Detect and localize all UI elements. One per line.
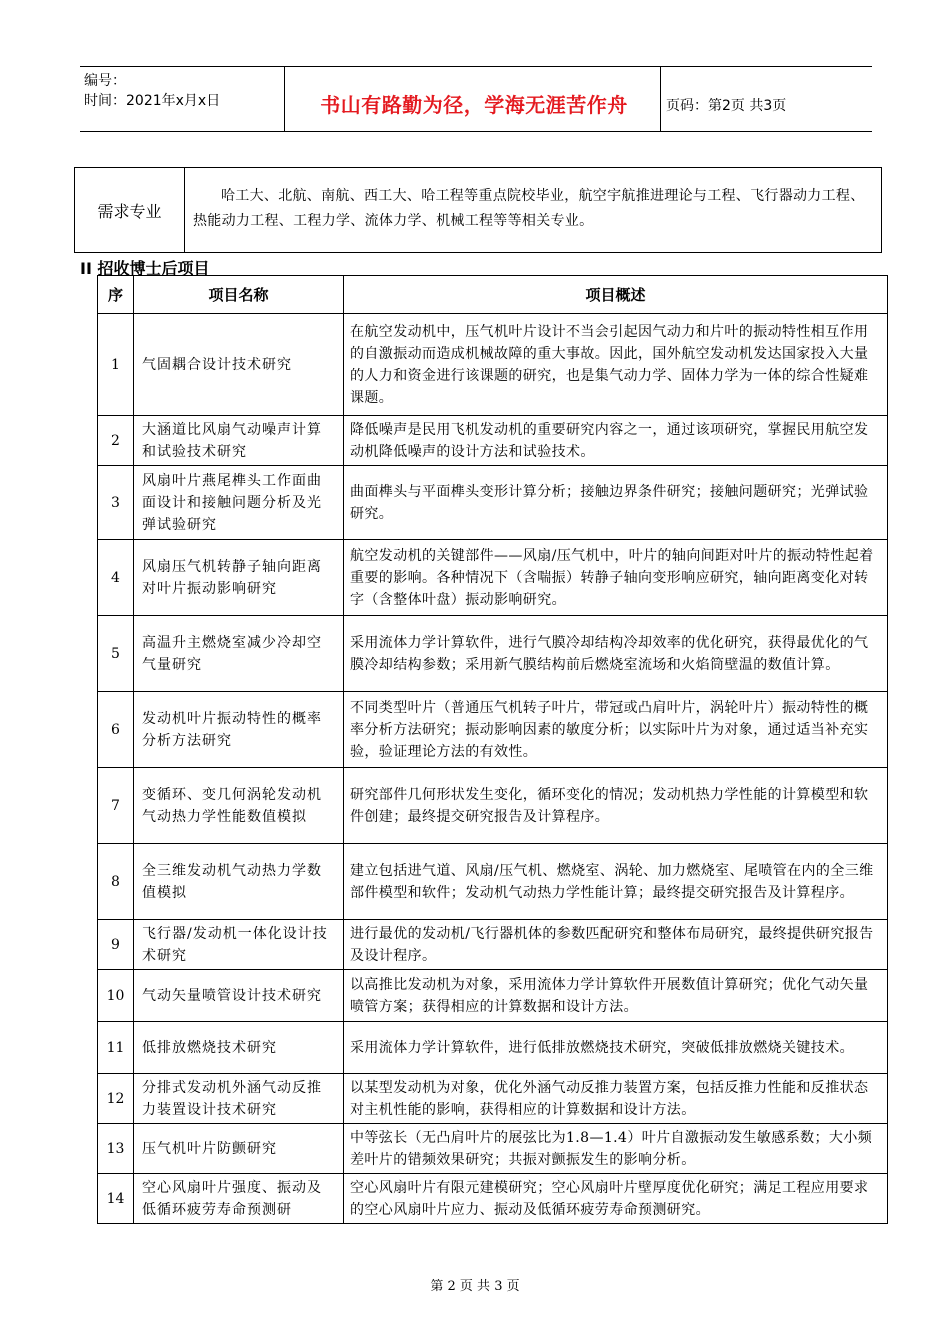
table-row xyxy=(98,314,888,416)
row-name: 压气机叶片防颤研究 xyxy=(134,1124,344,1174)
header-page-number: 页码：第2页 共3页 xyxy=(666,98,787,114)
table-row xyxy=(98,970,888,1022)
row-name: 飞行器/发动机一体化设计技术研究 xyxy=(134,920,344,970)
row-no: 6 xyxy=(98,692,134,768)
row-desc: 采用流体力学计算软件，进行气膜冷却结构冷却效率的优化研究，获得最优化的气膜冷却结构参数；采用新气膜结构前后燃烧室流场和火焰筒壁温的数值计算。 xyxy=(344,616,888,692)
table-row xyxy=(98,844,888,920)
row-no: 3 xyxy=(98,466,134,540)
section-title: II 招收博士后项目 xyxy=(80,259,210,278)
table-row xyxy=(98,1074,888,1124)
row-name: 高温升主燃烧室减少冷却空气量研究 xyxy=(134,616,344,692)
row-no: 8 xyxy=(98,844,134,920)
header-motto: 书山有路勤为径，学海无涯苦作舟 xyxy=(320,93,628,117)
row-desc: 空心风扇叶片有限元建模研究；空心风扇叶片壁厚度优化研究；满足工程应用要求的空心风扇叶片应力、振动及低循环疲劳寿命预测研究。 xyxy=(344,1174,888,1224)
header-divider xyxy=(660,67,661,131)
row-no: 14 xyxy=(98,1174,134,1224)
row-name: 低排放燃烧技术研究 xyxy=(134,1022,344,1074)
row-desc: 不同类型叶片（普通压气机转子叶片，带冠或凸肩叶片，涡轮叶片）振动特性的概率分析方法研究；振动影响因素的敏度分析；以实际叶片为对象，通过适当补充实验，验证理论方法的有效性。 xyxy=(344,692,888,768)
table-row xyxy=(98,768,888,844)
page-footer: 第 2 页 共 3 页 xyxy=(430,1279,520,1294)
row-no: 5 xyxy=(98,616,134,692)
row-no: 11 xyxy=(98,1022,134,1074)
requirement-box xyxy=(74,167,882,253)
projects-table xyxy=(97,275,888,1224)
table-row xyxy=(98,616,888,692)
row-desc: 中等弦长（无凸肩叶片的展弦比为1.8—1.4）叶片自激振动发生敏感系数；大小频差叶片的错频效果研究；共振对颤振发生的影响分析。 xyxy=(344,1124,888,1174)
table-row xyxy=(98,416,888,466)
row-name: 风扇叶片燕尾榫头工作面曲面设计和接触问题分析及光弹试验研究 xyxy=(134,466,344,540)
row-desc: 曲面榫头与平面榫头变形计算分析；接触边界条件研究；接触问题研究；光弹试验研究。 xyxy=(344,466,888,540)
row-no: 9 xyxy=(98,920,134,970)
header-no: 序 xyxy=(98,276,134,314)
row-name: 全三维发动机气动热力学数值模拟 xyxy=(134,844,344,920)
row-desc: 进行最优的发动机/飞行器机体的参数匹配研究和整体布局研究，最终提供研究报告及设计程序。 xyxy=(344,920,888,970)
row-no: 13 xyxy=(98,1124,134,1174)
row-name: 气固耦合设计技术研究 xyxy=(134,314,344,416)
row-desc: 建立包括进气道、风扇/压气机、燃烧室、涡轮、加力燃烧室、尾喷管在内的全三维部件模型和软件；发动机气动热力学性能计算；最终提交研究报告及计算程序。 xyxy=(344,844,888,920)
row-name: 变循环、变几何涡轮发动机气动热力学性能数值模拟 xyxy=(134,768,344,844)
header-desc: 项目概述 xyxy=(344,276,888,314)
header-meta xyxy=(84,71,274,111)
row-name: 空心风扇叶片强度、振动及低循环疲劳寿命预测研 xyxy=(134,1174,344,1224)
page-header xyxy=(80,66,872,132)
table-row xyxy=(98,1022,888,1074)
table-row xyxy=(98,466,888,540)
table-row xyxy=(98,692,888,768)
header-divider xyxy=(284,67,285,131)
row-no: 4 xyxy=(98,540,134,616)
row-no: 1 xyxy=(98,314,134,416)
row-name: 发动机叶片振动特性的概率分析方法研究 xyxy=(134,692,344,768)
table-row xyxy=(98,540,888,616)
header-name: 项目名称 xyxy=(134,276,344,314)
row-name: 分排式发动机外涵气动反推力装置设计技术研究 xyxy=(134,1074,344,1124)
row-desc: 在航空发动机中，压气机叶片设计不当会引起因气动力和片叶的振动特性相互作用的自激振动而造成机械故障的重大事故。因此，国外航空发动机发达国家投入大量的人力和资金进行该课题的研究，也是集气动力学、固体力学为一体的综合性疑难课题。 xyxy=(344,314,888,416)
row-no: 12 xyxy=(98,1074,134,1124)
row-name: 风扇压气机转静子轴向距离对叶片振动影响研究 xyxy=(134,540,344,616)
row-no: 7 xyxy=(98,768,134,844)
table-row xyxy=(98,920,888,970)
row-no: 2 xyxy=(98,416,134,466)
requirement-label: 需求专业 xyxy=(75,168,185,252)
row-desc: 研究部件几何形状发生变化，循环变化的情况；发动机热力学性能的计算模型和软件创建；最终提交研究报告及计算程序。 xyxy=(344,768,888,844)
row-desc: 采用流体力学计算软件，进行低排放燃烧技术研究，突破低排放燃烧关键技术。 xyxy=(344,1022,888,1074)
row-desc: 以高推比发动机为对象，采用流体力学计算软件开展数值计算研究；优化气动矢量喷管方案；获得相应的计算数据和设计方法。 xyxy=(344,970,888,1022)
row-name: 气动矢量喷管设计技术研究 xyxy=(134,970,344,1022)
table-header-row xyxy=(98,276,888,314)
row-desc: 降低噪声是民用飞机发动机的重要研究内容之一，通过该项研究，掌握民用航空发动机降低噪声的设计方法和试验技术。 xyxy=(344,416,888,466)
row-desc: 以某型发动机为对象，优化外涵气动反推力装置方案，包括反推力性能和反推状态对主机性能的影响，获得相应的计算数据和设计方法。 xyxy=(344,1074,888,1124)
document-number: 编号： xyxy=(84,73,126,89)
row-no: 10 xyxy=(98,970,134,1022)
row-desc: 航空发动机的关键部件——风扇/压气机中，叶片的轴向间距对叶片的振动特性起着重要的影响。各种情况下（含喘振）转静子轴向变形响应研究，轴向距离变化对转字（含整体叶盘）振动影响研究。 xyxy=(344,540,888,616)
row-name: 大涵道比风扇气动噪声计算和试验技术研究 xyxy=(134,416,344,466)
requirement-text: 哈工大、北航、南航、西工大、哈工程等重点院校毕业，航空宇航推进理论与工程、飞行器动力工程、热能动力工程、工程力学、流体力学、机械工程等等相关专业。 xyxy=(193,188,865,229)
table-row xyxy=(98,1174,888,1224)
table-row xyxy=(98,1124,888,1174)
document-time: 时间：2021年x月x日 xyxy=(84,93,221,109)
